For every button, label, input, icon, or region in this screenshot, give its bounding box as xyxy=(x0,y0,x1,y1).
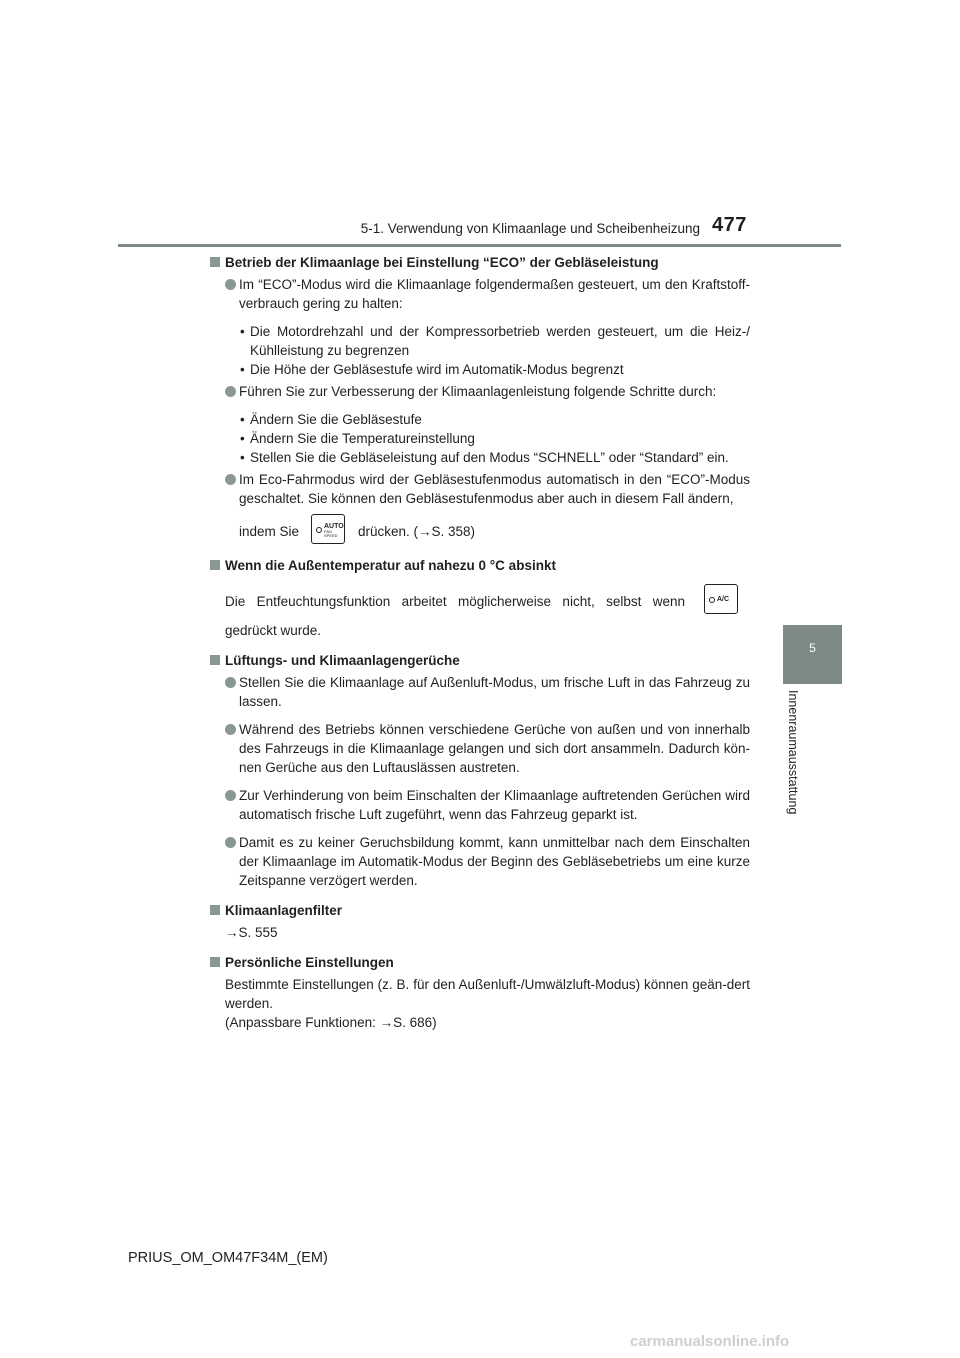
bullet-item: Damit es zu keiner Geruchsbildung kommt, kann unmittelbar nach dem Einschalten der Klimaanlage im Automatik-Modus der Beginn des Gebläsebetriebs um eine kurze Zeitspanne verzögert werden. xyxy=(210,833,750,890)
sub-item: • Ändern Sie die Gebläsestufe xyxy=(240,412,422,427)
inline-button-row: indem Sie AUTO FAN SPEED drücken. (→S. 358) xyxy=(210,514,750,548)
ac-button-icon: A/C xyxy=(704,584,738,614)
page-reference-link[interactable]: →S. 555 xyxy=(225,925,278,940)
sub-item: • Ändern Sie die Temperatureinstellung xyxy=(240,431,475,446)
section-heading-eco: Betrieb der Klimaanlage bei Einstellung “ECO” der Gebläseleistung xyxy=(210,253,750,272)
bullet-item: Im “ECO”-Modus wird die Klimaanlage folgendermaßen gesteuert, um den Kraftstoff-verbrauch gering zu halten: xyxy=(210,275,750,313)
dot-bullet-icon xyxy=(225,790,236,801)
square-bullet-icon xyxy=(210,560,220,570)
chapter-title: 5-1. Verwendung von Klimaanlage und Scheibenheizung xyxy=(360,221,700,236)
paragraph: Bestimmte Einstellungen (z. B. für den Außenluft-/Umwälzluft-Modus) können geän-dert werden. xyxy=(225,977,750,1011)
square-bullet-icon xyxy=(210,257,220,267)
paragraph: (Anpassbare Funktionen: →S. 686) xyxy=(225,1015,437,1030)
watermark: carmanualsonline.info xyxy=(630,1333,790,1350)
square-bullet-icon xyxy=(210,957,220,967)
section-heading-custom: Persönliche Einstellungen xyxy=(210,953,750,972)
dot-bullet-icon xyxy=(225,677,236,688)
bullet-item: Stellen Sie die Klimaanlage auf Außenluft-Modus, um frische Luft in das Fahrzeug zu lassen. xyxy=(210,673,750,711)
bullet-item: Während des Betriebs können verschiedene Gerüche von außen und von innerhalb des Fahrzeugs in die Klimaanlage gelangen und sich dort ansammeln. Dadurch kön-nen Gerüche aus den Luftauslässen austreten. xyxy=(210,720,750,777)
dot-bullet-icon xyxy=(225,386,236,397)
square-bullet-icon xyxy=(210,655,220,665)
inline-button-row: Die Entfeuchtungsfunktion arbeitet möglicherweise nicht, selbst wenn A/C xyxy=(210,584,750,618)
square-bullet-icon xyxy=(210,905,220,915)
document-id: PRIUS_OM_OM47F34M_(EM) xyxy=(128,1250,328,1266)
page-number: 477 xyxy=(712,214,747,236)
section-heading-filter: Klimaanlagenfilter xyxy=(210,901,750,920)
header-divider xyxy=(118,244,841,247)
sub-item: • Die Motordrehzahl und der Kompressorbetrieb werden gesteuert, um die Heiz-/ Kühlleistung zu begrenzen xyxy=(240,324,750,358)
paragraph: gedrückt wurde. xyxy=(225,623,322,638)
sub-item: • Stellen Sie die Gebläseleistung auf den Modus “SCHNELL” oder “Standard” ein. xyxy=(240,450,729,465)
bullet-item: Führen Sie zur Verbesserung der Klimaanlagenleistung folgende Schritte durch: xyxy=(210,382,750,401)
dot-bullet-icon xyxy=(225,474,236,485)
chapter-side-label: Innenraumausstattung xyxy=(786,690,800,815)
dot-bullet-icon xyxy=(225,279,236,290)
bullet-item: Zur Verhinderung von beim Einschalten der Klimaanlage auftretenden Gerüchen wird automatisch frische Luft zugeführt, wenn das Fahrzeug geparkt ist. xyxy=(210,786,750,824)
dot-bullet-icon xyxy=(225,724,236,735)
auto-fan-speed-button-icon: AUTO FAN SPEED xyxy=(311,514,345,544)
page-content xyxy=(210,253,750,1032)
bullet-item: Im Eco-Fahrmodus wird der Gebläsestufenmodus automatisch in den “ECO”-Modus geschaltet. Sie können den Gebläsestufenmodus aber auch in diesem Fall ändern, xyxy=(210,470,750,508)
section-heading-odor: Lüftungs- und Klimaanlagengerüche xyxy=(210,651,750,670)
section-heading-temperature: Wenn die Außentemperatur auf nahezu 0 °C absinkt xyxy=(210,556,750,575)
dot-bullet-icon xyxy=(225,837,236,848)
sub-item: • Die Höhe der Gebläsestufe wird im Automatik-Modus begrenzt xyxy=(240,362,624,377)
chapter-tab[interactable] xyxy=(783,625,842,684)
chapter-tab-number: 5 xyxy=(809,641,816,655)
